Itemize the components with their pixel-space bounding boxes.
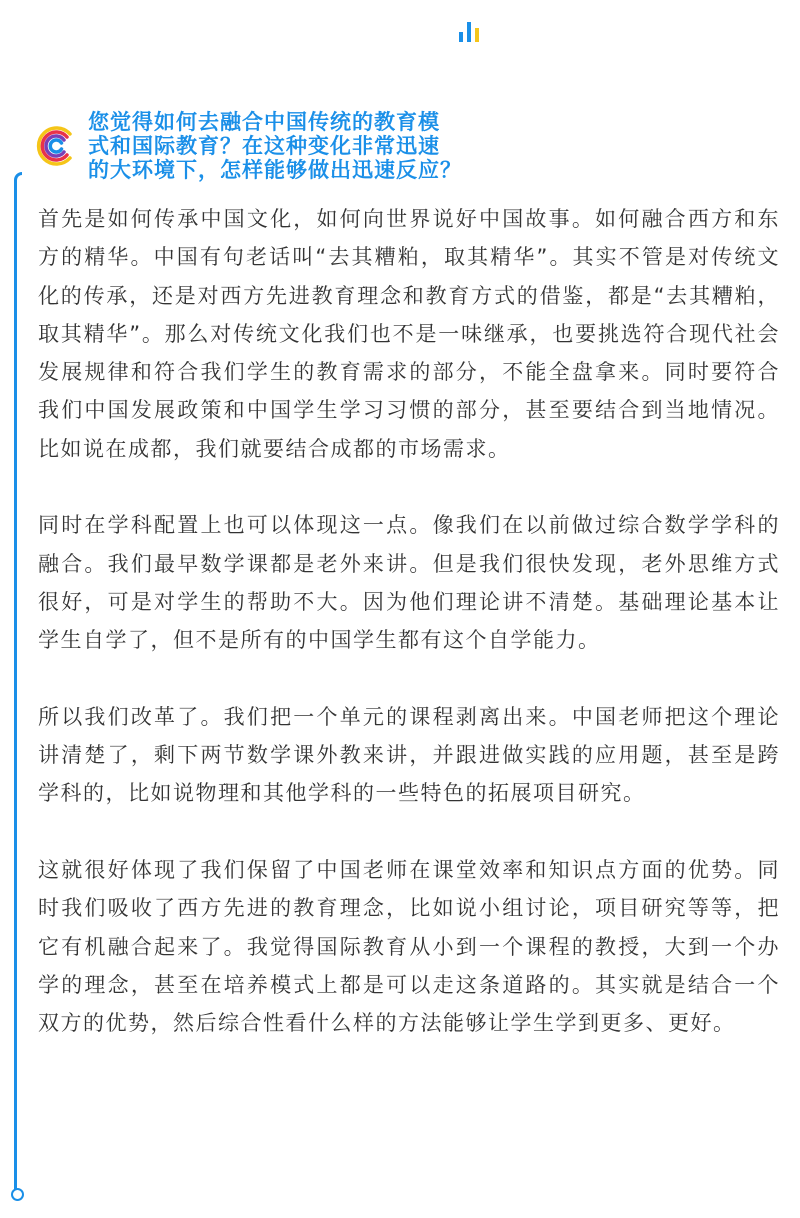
paragraph: 所以我们改革了。我们把一个单元的课程剥离出来。中国老师把这个理论讲清楚了，剩下两节数学课外教来讲，并跟进做实践的应用题，甚至是跨学科的，比如说物理和其他学科的一些特色的拓展项目研究。 bbox=[38, 704, 780, 806]
question-line: 您觉得如何去融合中国传统的教育模 bbox=[88, 110, 440, 134]
c-logo-icon bbox=[34, 124, 78, 168]
left-border-line bbox=[14, 172, 22, 1198]
bar-chart-icon bbox=[457, 20, 481, 44]
question-heading bbox=[34, 110, 774, 180]
paragraph: 首先是如何传承中国文化，如何向世界说好中国故事。如何融合西方和东方的精华。中国有句老话叫“去其糟粕，取其精华”。其实不管是对传统文化的传承，还是对西方先进教育理念和教育方式的借鉴，都是“去其糟粕，取其精华”。那么对传统文化我们也不是一味继承，也要挑选符合现代社会发展规律和符合我们学生的教育需求的部分，不能全盘拿来。同时要符合我们中国发展政策和中国学生学习习惯的部分，甚至要结合到当地情况。比如说在成都，我们就要结合成都的市场需求。 bbox=[38, 207, 780, 461]
paragraph: 这就很好体现了我们保留了中国老师在课堂效率和知识点方面的优势。同时我们吸收了西方先进的教育理念，比如说小组讨论，项目研究等等，把它有机融合起来了。我觉得国际教育从小到一个课程的教授，大到一个办学的理念，甚至在培养模式上都是可以走这条道路的。其实就是结合一个双方的优势，然后综合性看什么样的方法能够让学生学到更多、更好。 bbox=[38, 858, 780, 1036]
paragraph: 同时在学科配置上也可以体现这一点。像我们在以前做过综合数学学科的融合。我们最早数学课都是老外来讲。但是我们很快发现，老外思维方式很好，可是对学生的帮助不大。因为他们理论讲不清楚。基础理论基本让学生自学了，但不是所有的中国学生都有这个自学能力。 bbox=[38, 513, 780, 653]
question-title bbox=[88, 110, 548, 182]
question-line: 的大环境下，怎样能够做出迅速反应？ bbox=[88, 158, 462, 182]
border-end-dot bbox=[11, 1188, 24, 1201]
answer-body bbox=[38, 200, 780, 1043]
question-line: 式和国际教育？在这种变化非常迅速 bbox=[88, 134, 440, 158]
